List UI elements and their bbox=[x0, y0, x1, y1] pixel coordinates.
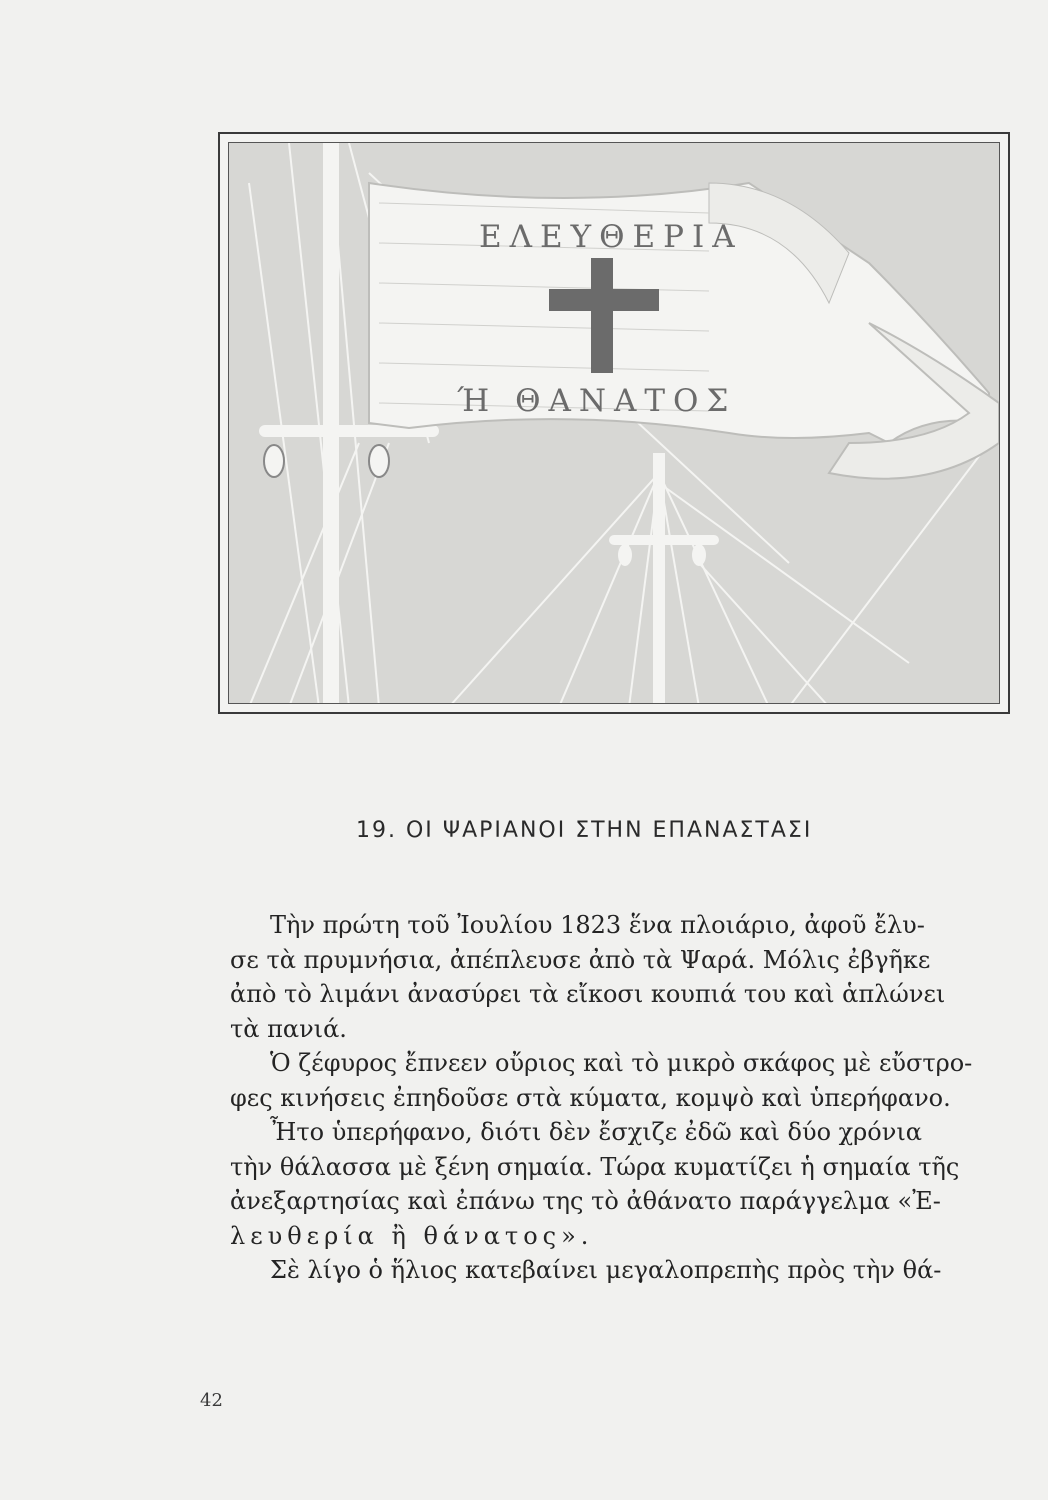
text-line: Ἦτο ὑπερήφανο, διότι δὲν ἔσχιζε ἐδῶ καὶ δύο χρόνια bbox=[270, 1118, 922, 1146]
illustration-frame bbox=[228, 142, 1000, 704]
text-line: ἀνεξαρτησίας καὶ ἐπάνω της τὸ ἀθάνατο παράγγελμα «Ἐ- bbox=[230, 1187, 941, 1215]
text-line: τὴν θάλασσα μὲ ξένη σημαία. Τώρα κυματίζει ἡ σημαία τῆς bbox=[230, 1152, 960, 1181]
body-text bbox=[230, 908, 1030, 1288]
text-line: Τὴν πρώτη τοῦ Ἰουλίου 1823 ἕνα πλοιάριο, ἀφοῦ ἔλυ- bbox=[270, 911, 925, 939]
flag-text-i-thanatos: Ή ΘΑΝΑΤΟΣ bbox=[457, 383, 737, 419]
flag-illustration bbox=[218, 132, 1010, 714]
text-line: λευθερία ἢ θάνατος». bbox=[230, 1221, 594, 1250]
text-line: ἀπὸ τὸ λιμάνι ἀνασύρει τὰ εἴκοσι κουπιά του καὶ ἁπλώνει bbox=[230, 980, 946, 1008]
right-mast bbox=[609, 453, 719, 704]
page-number: 42 bbox=[200, 1390, 223, 1411]
text-line: Σὲ λίγο ὁ ἥλιος κατεβαίνει μεγαλοπρεπὴς πρὸς τὴν θά- bbox=[270, 1256, 942, 1284]
flag-text-eleftheria: ΕΛΕΥΘΕΡΙΑ bbox=[479, 219, 743, 255]
text-line: φες κινήσεις ἐπηδοῦσε στὰ κύματα, κομψὸ καὶ ὑπερήφανο. bbox=[230, 1083, 951, 1112]
chapter-title: 19. ΟΙ ΨΑΡΙΑΝΟΙ ΣΤΗΝ ΕΠΑΝΑΣΤΑΣΙ bbox=[356, 818, 813, 843]
text-line: Ὁ ζέφυρος ἔπνεεν οὔριος καὶ τὸ μικρὸ σκάφος μὲ εὔστρο- bbox=[270, 1049, 973, 1077]
text-line: τὰ πανιά. bbox=[230, 1014, 347, 1043]
text-line: σε τὰ πρυμνήσια, ἀπέπλευσε ἀπὸ τὰ Ψαρά. Μόλις ἐβγῆκε bbox=[230, 945, 931, 974]
